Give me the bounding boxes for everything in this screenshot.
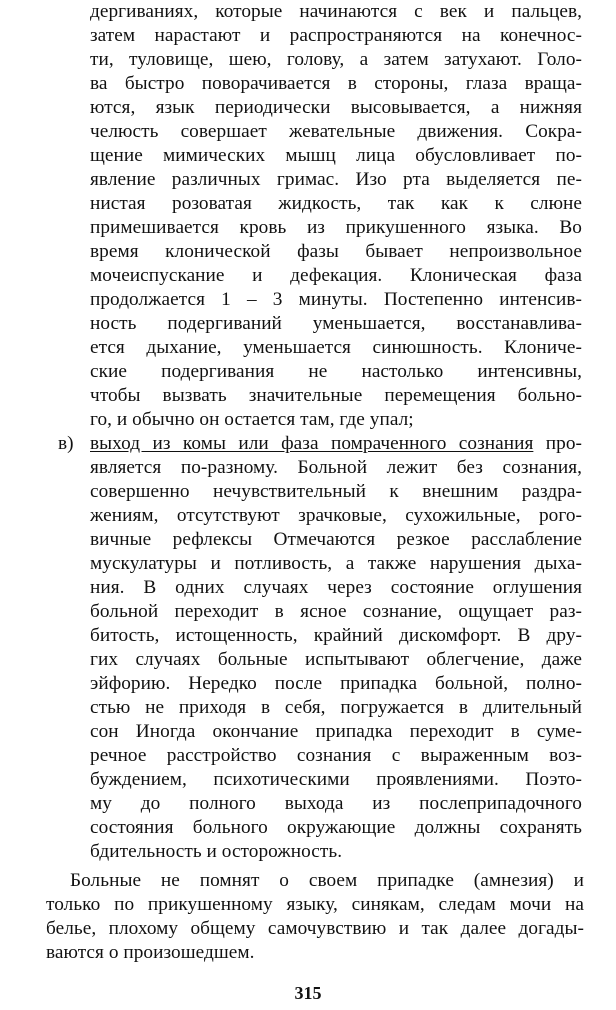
text-line: эйфорию. Нередко после припадка больной, полно- bbox=[90, 673, 582, 694]
text-line: вичные рефлексы Отмечаются резкое расслабление bbox=[90, 529, 582, 550]
text-line: нистая розоватая жидкость, так как к слюне bbox=[90, 193, 582, 214]
text-line: бдительность и осторожность. bbox=[90, 841, 343, 862]
text-line: челюсть совершает жевательные движения. Сокра- bbox=[90, 121, 582, 142]
text-line: стью не приходя в себя, погружается в длительный bbox=[90, 697, 582, 718]
text-line: только по прикушенному языку, синякам, следам мочи на bbox=[46, 894, 584, 915]
text-line: Больные не помнят о своем припадке (амнезия) и bbox=[70, 870, 584, 891]
item-term: выход из комы или фаза помраченного сознания bbox=[90, 433, 534, 454]
text-line: ва быстро поворачивается в стороны, глаза враща- bbox=[90, 73, 582, 94]
page-number: 315 bbox=[294, 983, 322, 1003]
text-line: является по-разному. Больной лежит без сознания, bbox=[90, 457, 582, 478]
text-line: ские подергивания не настолько интенсивны, bbox=[90, 361, 582, 382]
text-line: ния. В одних случаях через состояние оглушения bbox=[90, 577, 582, 598]
text-line: больной переходит в ясное сознание, ощущает раз- bbox=[90, 601, 582, 622]
text-line: ность подергиваний уменьшается, восстанавлива- bbox=[90, 313, 582, 334]
text-line: совершенно нечувствительный к внешним раздра- bbox=[90, 481, 582, 502]
text-line: ти, туловище, шею, голову, а затем затухают. Голо- bbox=[90, 49, 582, 70]
text-line: ваются о произошедшем. bbox=[46, 942, 255, 963]
text-line: затем нарастают и распространяются на конечнос- bbox=[90, 25, 582, 46]
text-line: сон Иногда окончание припадка переходит в суме- bbox=[90, 721, 582, 742]
text-line: явление различных гримас. Изо рта выделяется пе- bbox=[90, 169, 582, 190]
text-line: жениям, отсутствуют зрачковые, сухожильные, рого- bbox=[90, 505, 582, 526]
text-line bbox=[90, 432, 582, 456]
text-line: му до полного выхода из послеприпадочного bbox=[90, 793, 582, 814]
text-line: чтобы вызвать значительные перемещения больно- bbox=[90, 385, 582, 406]
text-line: время клонической фазы бывает непроизвольное bbox=[90, 241, 582, 262]
text-line: щение мимических мышц лица обусловливает по- bbox=[90, 145, 582, 166]
text-line: ются, язык периодически высовывается, а нижняя bbox=[90, 97, 582, 118]
text-line: мускулатуры и потливость, а также нарушения дыха- bbox=[90, 553, 582, 574]
text-line: ется дыхание, уменьшается синюшность. Клониче- bbox=[90, 337, 582, 358]
item-term-continuation: про- bbox=[533, 433, 582, 454]
text-line: продолжается 1 – 3 минуты. Постепенно интенсив- bbox=[90, 289, 582, 310]
text-line: белье, плохому общему самочувствию и так далее догады- bbox=[46, 918, 584, 939]
text-line: состояния больного окружающие должны сохранять bbox=[90, 817, 582, 838]
text-line: примешивается кровь из прикушенного языка. Во bbox=[90, 217, 582, 238]
text-line: битость, истощенность, крайний дискомфорт. В дру- bbox=[90, 625, 582, 646]
list-marker: в) bbox=[58, 433, 74, 454]
text-line: мочеиспускание и дефекация. Клоническая фаза bbox=[90, 265, 582, 286]
text-line: буждением, психотическими проявлениями. Поэто- bbox=[90, 769, 582, 790]
text-line: дергиваниях, которые начинаются с век и пальцев, bbox=[90, 1, 582, 22]
text-line: го, и обычно он остается там, где упал; bbox=[90, 409, 414, 430]
text-line: речное расстройство сознания с выраженным воз- bbox=[90, 745, 582, 766]
text-line: гих случаях больные испытывают облегчение, даже bbox=[90, 649, 582, 670]
